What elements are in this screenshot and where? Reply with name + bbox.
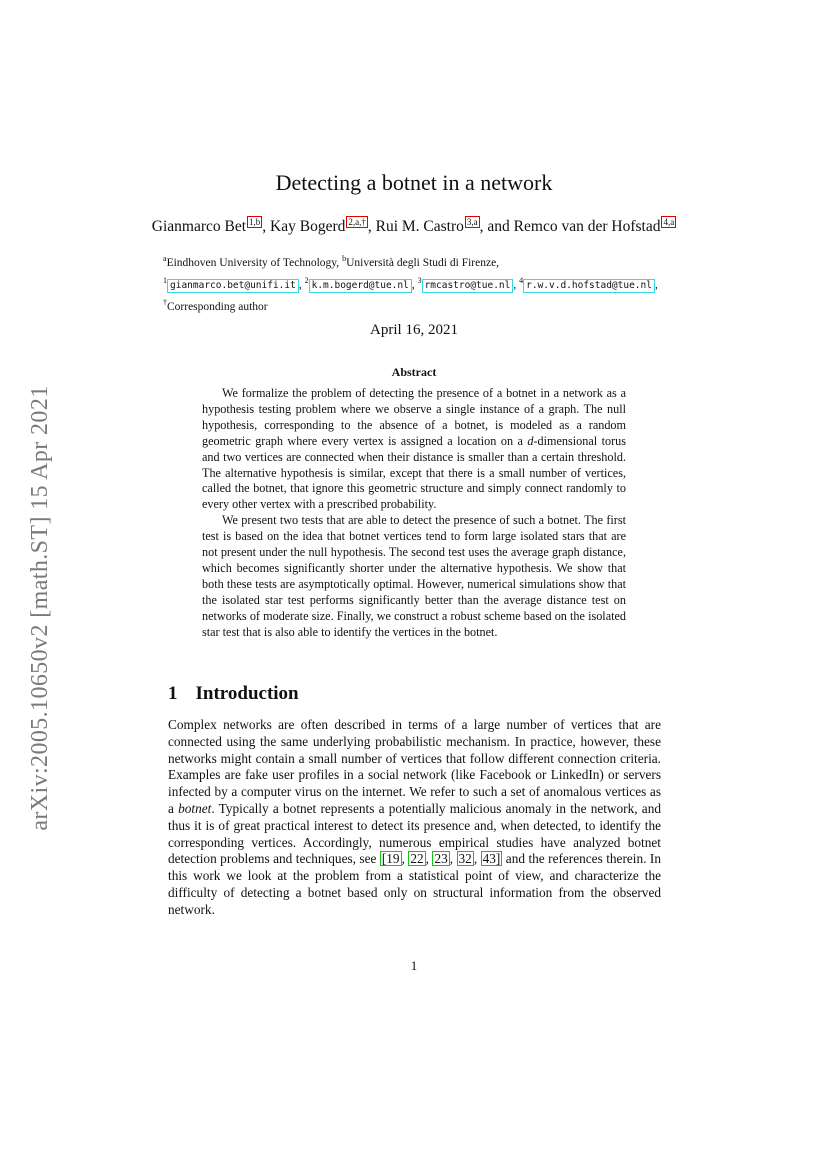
affiliation-link[interactable]: 4,a [663,217,675,227]
citation-link[interactable]: 23 [434,851,448,867]
affiliation-marker: a [163,254,167,263]
section-number: 1 [168,683,178,704]
abstract-paragraph [202,386,626,513]
body-text: Complex networks are often described in terms of a large number of vertices that are connected using the same underlying probabilistic mechanism. In practice, however, these networks might contain a small number of vertices that follow different connection criteria. Examples are fake user profiles in a social network (like Facebook or LinkedIn) or servers infected by a computer virus on the internet. We refer to such a set of anomalous vertices as a [168,717,661,816]
email-marker: 4 [519,275,524,285]
dagger-marker: † [163,297,167,307]
author-separator: , and [479,218,514,236]
author-name: Rui M. Castro [375,218,464,236]
corresponding-author-note: Corresponding author [167,300,268,313]
citation-link[interactable]: 43] [482,851,501,867]
affiliation-link[interactable]: 2,a,† [348,217,366,227]
abstract-body [202,386,626,641]
body-text: and the references therein. In this work we look at the problem from a statistical point of view, and characterize the difficulty of detecting a botnet based only on structural information from the observed network. [168,851,661,917]
body-text: . Typically a botnet represents a potentially malicious anomaly in the network, and thus it is of great practical interest to detect its presence and, when detected, to identify the corresponding vertices. Accordingly, numerous empirical studies have analyzed botnet detection problems and techniques, see [168,800,661,867]
author-separator: , [367,218,376,236]
section-title: Introduction [195,683,299,704]
abstract-paragraph: We present two tests that are able to detect the presence of such a botnet. The first test is based on the idea that botnet vertices tend to form large isolated stars that are not present under the null hypothesis. The second test uses the average graph distance, which becomes significantly shorter under the alternative hypothesis. We show that both these tests are asymptotically optimal. However, numerical simulations show that the isolated star test performs significantly better than the average distance test on networks of moderate size. Finally, we construct a robust scheme based on the isolated star test that is also able to identify the vertices in the botnet. [202,513,626,639]
abstract-heading: Abstract [391,365,437,379]
body-paragraph: Complex networks are often described in terms of a large number of vertices that are connected using the same underlying probabilistic mechanism. In practice, however, these networks might contain a small number of vertices that follow different connection criteria. Examples are fake user profiles in a social network (like Facebook or LinkedIn) or servers infected by a computer virus on the internet. We refer to such a set of anomalous vertices as a botnet. Typically a botnet represents a potentially malicious anomaly in the network, and thus it is of great practical interest to detect its presence and, when detected, to identify the corresponding vertices. Accordingly, numerous empirical studies have analyzed botnet detection problems and techniques, see [19 , 22 , 23 , 32 , 43] and the references therein. In this work we look at the problem from a statistical point of view, and characterize the difficulty of detecting a botnet based only on structural information from the observed network. [168,717,661,917]
corresponding-author-line [163,294,658,316]
citation-link[interactable]: [19 [381,851,400,867]
citation-link[interactable]: 32 [458,851,472,867]
paper-title: Detecting a botnet in a network [275,170,553,195]
email-marker: 1 [163,275,167,285]
email-link[interactable]: rmcastro@tue.nl [422,279,514,293]
page-number: 1 [410,958,418,973]
affiliation-link[interactable]: 3,a [466,217,478,227]
arxiv-identifier-stamp: arXiv:2005.10650v2 [math.ST] 15 Apr 2021 [27,385,53,831]
math-variable: d [527,433,534,448]
author-list [0,216,828,236]
email-marker: 2 [304,275,309,285]
paper-date: April 16, 2021 [370,322,458,338]
abstract-text: -dimensional torus and two vertices are connected when their distance is smaller than a certain threshold. The alternative hypothesis is similar, except that there is a small number of vertices, called the botnet, that ignore this geometric structure and simply connect randomly to every other vertex with a prescribed probability. [202,433,626,512]
institution: Eindhoven University of Technology, [166,256,343,269]
email-marker: 3 [417,275,422,285]
affiliation-link[interactable]: 1,b [249,217,261,227]
email-link[interactable]: gianmarco.bet@unifi.it [167,279,299,293]
email-link[interactable]: r.w.v.d.hofstad@tue.nl [523,279,655,293]
citation-link[interactable]: 22 [410,851,424,867]
affiliations-block [163,250,658,315]
author-separator: , [262,218,271,236]
introduction-body [168,717,661,919]
institutions-line [163,250,658,272]
section-heading [168,683,299,705]
author-name: Remco van der Hofstad [513,218,661,236]
abstract-text: We formalize the problem of detecting the presence of a botnet in a network as a hypothesis testing problem where we observe a single instance of a graph. The null hypothesis, corresponding to the absence of a botnet, is modeled as a random geometric graph where every vertex is assigned a location on a [202,386,626,448]
affiliation-marker: b [342,254,347,263]
emails-line: $^1$ gianmarco.bet@unifi.it , $^2$ k.m.bogerd@tue.nl , $^3$ rmcastro@tue.nl , $^4$ r.w.v.d.hofstad@tue.nl , [163,275,658,291]
author-name: Kay Bogerd [270,218,346,236]
emphasis-term: botnet [178,800,212,816]
email-link[interactable]: k.m.bogerd@tue.nl [309,279,412,293]
author-name: Gianmarco Bet [151,218,247,236]
institution: Università degli Studi di Firenze, [346,256,500,269]
